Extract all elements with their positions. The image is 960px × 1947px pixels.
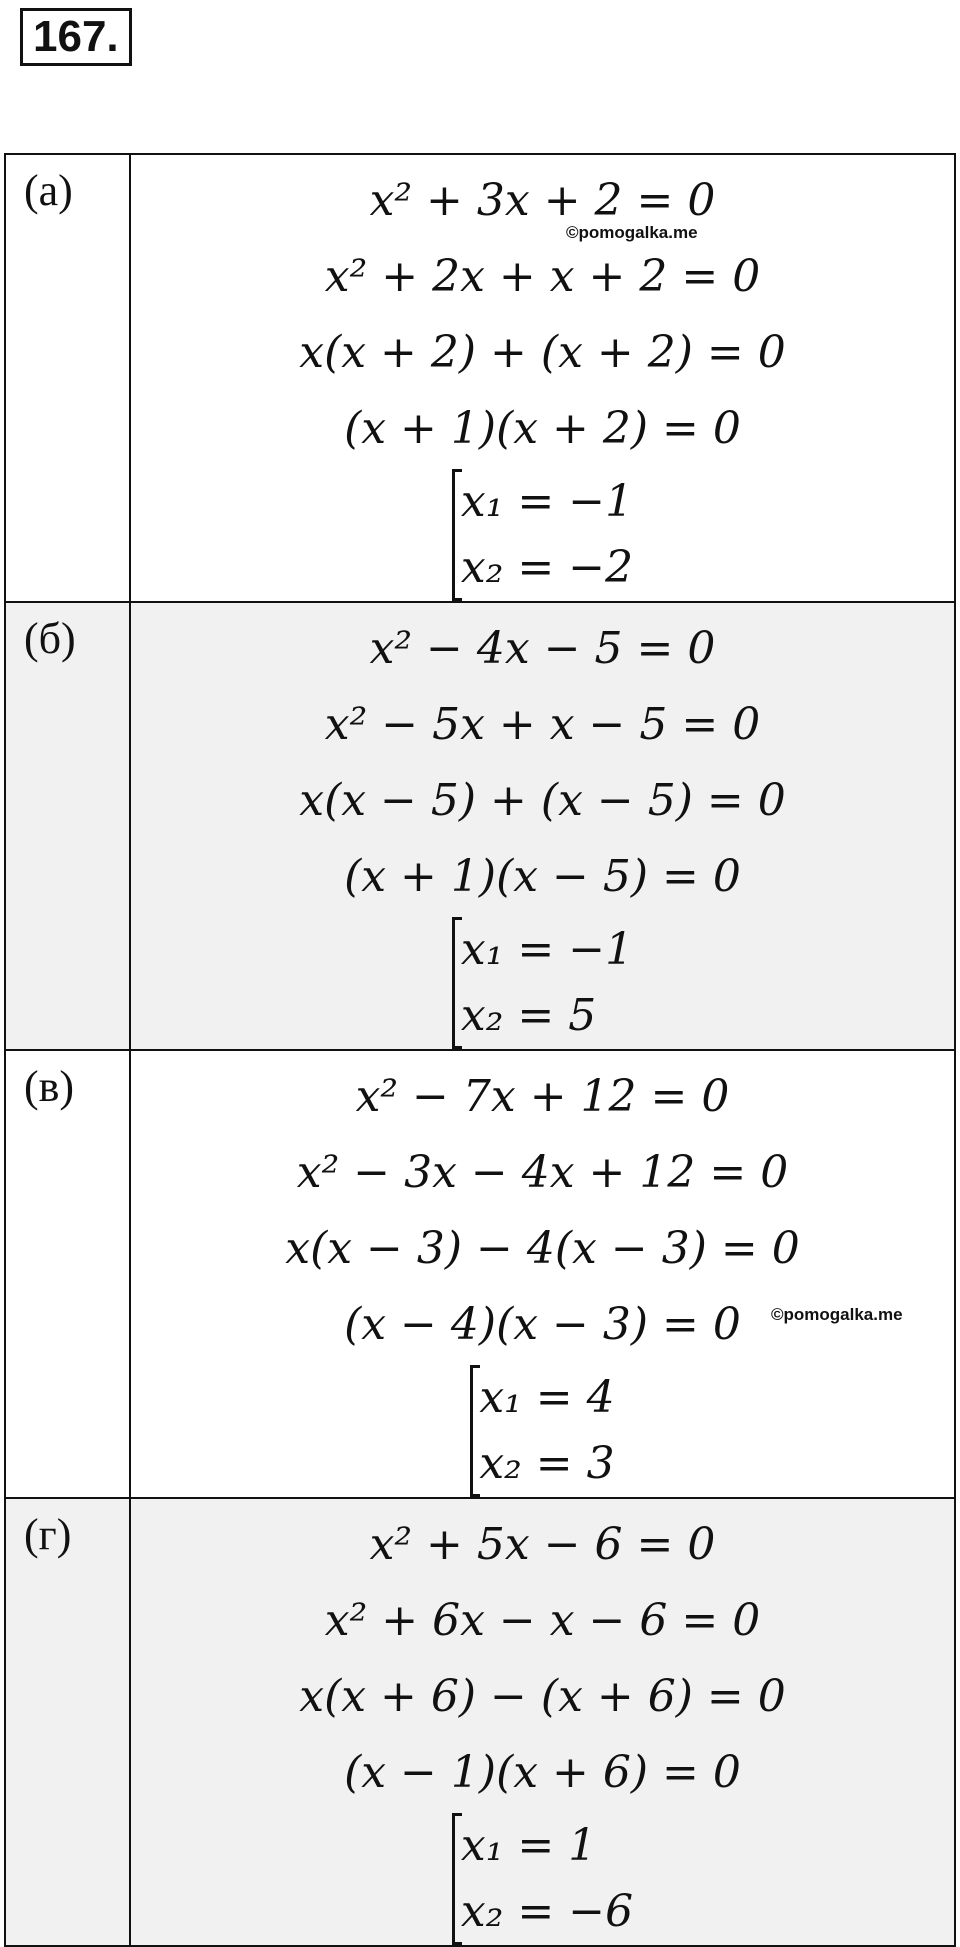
table-row	[5, 1498, 955, 1946]
label-cell	[5, 602, 130, 1050]
root-1: x₁ = 4	[479, 1372, 615, 1423]
roots-bracket	[452, 469, 633, 601]
watermark: ©pomogalka.me	[771, 1305, 903, 1324]
item-label: (а)	[24, 166, 73, 215]
label-cell	[5, 1498, 130, 1946]
root-2: x₂ = 3	[479, 1438, 615, 1489]
problem-number: 167.	[20, 8, 132, 66]
table-row	[5, 1050, 955, 1498]
solution-cell	[130, 602, 955, 1050]
roots-system	[131, 1813, 954, 1945]
label-cell	[5, 1050, 130, 1498]
equation-step: x(x + 2) + (x + 2) = 0	[299, 327, 786, 378]
root-2: x₂ = −2	[460, 542, 634, 593]
equation-step: (x − 1)(x + 6) = 0	[344, 1747, 741, 1798]
equation-step: x(x − 3) − 4(x − 3) = 0	[285, 1223, 800, 1274]
solution-cell	[130, 1498, 955, 1946]
table-row	[5, 154, 955, 602]
equation-step: x² − 3x − 4x + 12 = 0	[296, 1147, 789, 1198]
equation-step: x² − 4x − 5 = 0	[369, 623, 716, 674]
equation-step: x(x + 6) − (x + 6) = 0	[299, 1671, 786, 1722]
equation-step: x² + 2x + x + 2 = 0	[324, 251, 761, 302]
equation-step: x² + 6x − x − 6 = 0	[324, 1595, 761, 1646]
roots-system	[131, 469, 954, 601]
roots-bracket	[452, 1813, 633, 1945]
roots-system	[131, 917, 954, 1049]
root-2: x₂ = −6	[460, 1886, 634, 1937]
item-label: (б)	[24, 614, 76, 663]
root-1: x₁ = 1	[460, 1820, 597, 1871]
table-row	[5, 602, 955, 1050]
label-cell	[5, 154, 130, 602]
equation-step: x² + 5x − 6 = 0	[369, 1519, 716, 1570]
solution-cell	[130, 154, 955, 602]
equation-step: (x + 1)(x + 2) = 0	[344, 403, 741, 454]
root-1: x₁ = −1	[460, 476, 634, 527]
root-2: x₂ = 5	[460, 990, 597, 1041]
equation-step: x² + 3x + 2 = 0	[369, 175, 716, 226]
item-label: (в)	[24, 1062, 75, 1111]
root-1: x₁ = −1	[460, 924, 634, 975]
roots-system	[131, 1365, 954, 1497]
roots-bracket	[452, 917, 633, 1049]
item-label: (г)	[24, 1510, 72, 1559]
equation-step: (x − 4)(x − 3) = 0	[344, 1299, 741, 1350]
equation-step: x(x − 5) + (x − 5) = 0	[299, 775, 786, 826]
equation-step: x² − 5x + x − 5 = 0	[324, 699, 761, 750]
roots-bracket	[470, 1365, 614, 1497]
equation-step: (x + 1)(x − 5) = 0	[344, 851, 741, 902]
solutions-table	[4, 153, 956, 1947]
watermark: ©pomogalka.me	[566, 223, 698, 242]
equation-step: x² − 7x + 12 = 0	[355, 1071, 730, 1122]
solution-cell	[130, 1050, 955, 1498]
